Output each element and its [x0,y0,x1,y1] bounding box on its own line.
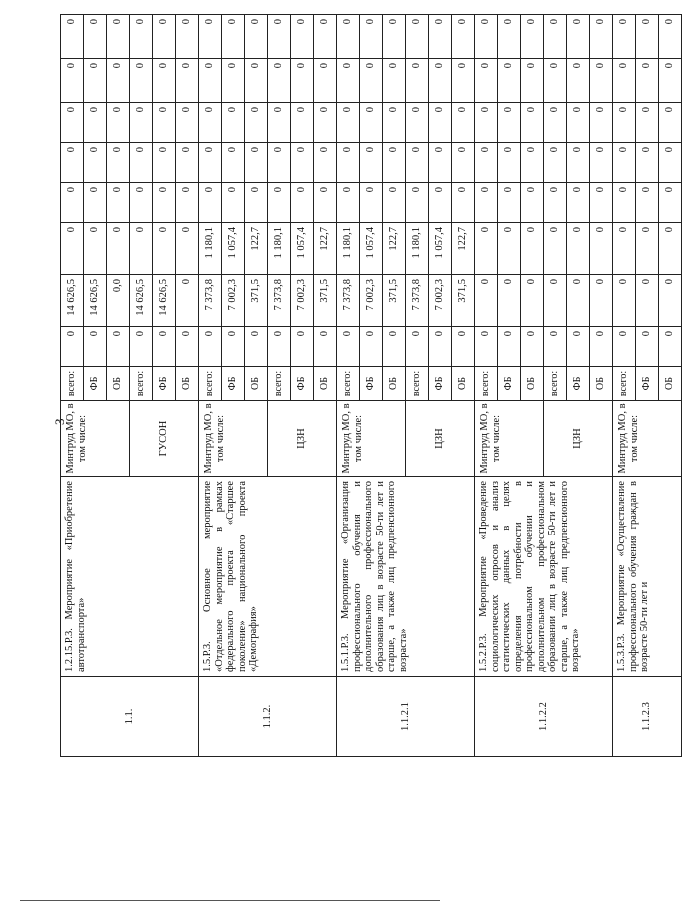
amount-cell: 0 [429,15,452,59]
amount-cell: 0 [590,327,613,367]
funding-source: ФБ [498,367,521,401]
amount-cell: 0 [268,183,291,223]
amount-cell: 0 [107,143,130,183]
amount-cell: 0 [130,143,153,183]
amount-cell: 0 [567,103,590,143]
amount-cell: 0 [567,327,590,367]
amount-cell: 0 [153,143,176,183]
amount-cell: 0 [61,59,84,103]
amount-cell: 0 [360,183,383,223]
amount-cell: 0 [452,327,475,367]
amount-cell: 0 [268,143,291,183]
amount-cell: 14 626,5 [61,275,84,327]
amount-cell: 0 [590,275,613,327]
amount-cell: 0 [199,183,222,223]
amount-cell: 0 [521,103,544,143]
executor-name: Минтруд МО, в том числе: [61,401,130,477]
amount-cell: 0 [337,327,360,367]
amount-cell: 0 [222,143,245,183]
amount-cell: 1 057,4 [291,223,314,275]
executor-name: ЦЗН [544,401,613,477]
amount-cell: 0 [383,183,406,223]
amount-cell: 0 [452,15,475,59]
amount-cell: 0 [245,183,268,223]
amount-cell: 0 [245,59,268,103]
amount-cell: 122,7 [314,223,337,275]
amount-cell: 0 [383,327,406,367]
funding-source: ОБ [176,367,199,401]
amount-cell: 122,7 [383,223,406,275]
amount-cell: 0 [222,103,245,143]
table-row [475,15,498,757]
amount-cell: 0 [498,143,521,183]
amount-cell: 0 [84,223,107,275]
amount-cell: 0 [245,103,268,143]
funding-source: всего: [199,367,222,401]
amount-cell: 0 [613,143,636,183]
amount-cell: 0 [544,223,567,275]
amount-cell: 0 [153,223,176,275]
amount-cell: 0 [176,275,199,327]
amount-cell: 0 [176,183,199,223]
amount-cell: 1 057,4 [429,223,452,275]
amount-cell: 0 [314,327,337,367]
amount-cell: 0 [107,103,130,143]
amount-cell: 0 [590,103,613,143]
amount-cell: 0 [544,183,567,223]
amount-cell: 0 [176,59,199,103]
amount-cell: 0 [544,15,567,59]
amount-cell: 0 [567,223,590,275]
funding-source: ФБ [567,367,590,401]
amount-cell: 0 [153,59,176,103]
amount-cell: 0 [521,327,544,367]
amount-cell: 7 373,8 [337,275,360,327]
funding-source: всего: [613,367,636,401]
amount-cell: 1 057,4 [222,223,245,275]
funding-source: ФБ [84,367,107,401]
amount-cell: 0 [84,183,107,223]
amount-cell: 0 [360,103,383,143]
amount-cell: 0 [406,183,429,223]
table-row [61,15,84,757]
amount-cell: 0 [498,59,521,103]
event-description: 1.5.3.Р.3. Мероприятие «Осуществление профессионального обучения граждан в возрасте 50-ти лет и [613,477,682,677]
funding-source: ФБ [222,367,245,401]
executor-name: Минтруд МО, в том числе: [475,401,544,477]
amount-cell: 14 626,5 [153,275,176,327]
amount-cell: 0 [590,143,613,183]
amount-cell: 0 [222,15,245,59]
row-number: 1.1. [61,677,199,757]
amount-cell: 0 [153,183,176,223]
table-row [337,15,360,757]
amount-cell: 0 [245,15,268,59]
amount-cell: 371,5 [452,275,475,327]
amount-cell: 0,0 [107,275,130,327]
amount-cell: 0 [521,275,544,327]
amount-cell: 0 [61,103,84,143]
amount-cell: 0 [590,15,613,59]
amount-cell: 0 [107,327,130,367]
amount-cell: 0 [613,327,636,367]
amount-cell: 0 [659,183,682,223]
amount-cell: 1 180,1 [199,223,222,275]
amount-cell: 0 [337,59,360,103]
amount-cell: 0 [475,15,498,59]
amount-cell: 0 [291,327,314,367]
amount-cell: 371,5 [245,275,268,327]
amount-cell: 0 [475,103,498,143]
amount-cell: 0 [498,327,521,367]
amount-cell: 0 [383,59,406,103]
amount-cell: 0 [130,183,153,223]
funding-source: ФБ [429,367,452,401]
event-description: 1.5.Р.3. Основное мероприятие «Отдельное мероприятие в рамках федерального проекта «Старшее поколение» национального проекта «Демография» [199,477,337,677]
event-description: 1.5.2.Р.3. Мероприятие «Проведение социологических опросов и анализ статистических данных в целях определения потребности в профессиональном обучении и дополнительном профессиональном образовании лиц в возрасте 50-ти лет и старше, а также лиц предпенсионного возраста» [475,477,613,677]
amount-cell: 0 [337,143,360,183]
amount-cell: 0 [475,223,498,275]
amount-cell: 0 [659,103,682,143]
amount-cell: 0 [475,327,498,367]
amount-cell: 0 [314,103,337,143]
amount-cell: 0 [84,327,107,367]
amount-cell: 0 [383,143,406,183]
amount-cell: 0 [590,223,613,275]
amount-cell: 7 002,3 [360,275,383,327]
amount-cell: 0 [153,103,176,143]
funding-source: ОБ [314,367,337,401]
amount-cell: 7 002,3 [429,275,452,327]
executor-name: Минтруд МО, в том числе: [337,401,406,477]
amount-cell: 0 [659,327,682,367]
funding-source: всего: [544,367,567,401]
amount-cell: 0 [199,143,222,183]
amount-cell: 0 [590,183,613,223]
amount-cell: 0 [636,103,659,143]
amount-cell: 14 626,5 [84,275,107,327]
amount-cell: 0 [360,327,383,367]
page-number: 3 [52,418,67,425]
amount-cell: 0 [613,59,636,103]
amount-cell: 0 [107,183,130,223]
amount-cell: 0 [636,15,659,59]
amount-cell: 0 [314,183,337,223]
amount-cell: 0 [360,15,383,59]
amount-cell: 14 626,5 [130,275,153,327]
amount-cell: 0 [360,143,383,183]
amount-cell: 0 [521,223,544,275]
amount-cell: 7 373,8 [199,275,222,327]
amount-cell: 0 [268,59,291,103]
amount-cell: 122,7 [245,223,268,275]
funding-source: ОБ [107,367,130,401]
amount-cell: 0 [475,183,498,223]
amount-cell: 0 [291,59,314,103]
row-number: 1.1.2.2 [475,677,613,757]
executor-name: ГУСОН [130,401,199,477]
funding-source: ОБ [590,367,613,401]
table-row [613,15,636,757]
amount-cell: 0 [406,103,429,143]
amount-cell: 371,5 [314,275,337,327]
amount-cell: 1 180,1 [268,223,291,275]
amount-cell: 0 [268,15,291,59]
amount-cell: 0 [61,223,84,275]
amount-cell: 0 [429,103,452,143]
amount-cell: 0 [544,59,567,103]
amount-cell: 0 [544,143,567,183]
amount-cell: 0 [429,183,452,223]
amount-cell: 0 [659,223,682,275]
amount-cell: 0 [176,223,199,275]
amount-cell: 1 180,1 [337,223,360,275]
amount-cell: 0 [291,15,314,59]
executor-name: ЦЗН [268,401,337,477]
event-description: 1.5.1.Р.3. Мероприятие «Организация профессионального обучения и дополнительного профессионального образования лиц в возрасте 50-ти лет и старше, а также лиц предпенсионного возраста» [337,477,475,677]
amount-cell: 0 [636,143,659,183]
amount-cell: 0 [245,327,268,367]
funding-source: всего: [406,367,429,401]
amount-cell: 0 [337,15,360,59]
executor-name: Минтруд МО, в том числе: [613,401,682,477]
amount-cell: 0 [613,223,636,275]
amount-cell: 0 [176,143,199,183]
footer-rule [20,900,440,901]
amount-cell: 0 [222,183,245,223]
amount-cell: 0 [314,15,337,59]
amount-cell: 0 [406,59,429,103]
amount-cell: 7 373,8 [268,275,291,327]
amount-cell: 0 [521,15,544,59]
amount-cell: 0 [567,183,590,223]
amount-cell: 0 [613,183,636,223]
funding-source: всего: [475,367,498,401]
rotated-table-wrapper [60,15,676,757]
funding-source: всего: [337,367,360,401]
amount-cell: 0 [291,143,314,183]
amount-cell: 0 [360,59,383,103]
amount-cell: 0 [245,143,268,183]
funding-source: ОБ [383,367,406,401]
amount-cell: 0 [176,15,199,59]
funding-source: всего: [61,367,84,401]
amount-cell: 0 [153,15,176,59]
funding-source: всего: [130,367,153,401]
executor-name: Минтруд МО, в том числе: [199,401,268,477]
amount-cell: 0 [590,59,613,103]
amount-cell: 0 [521,59,544,103]
amount-cell: 0 [544,275,567,327]
amount-cell: 0 [429,59,452,103]
amount-cell: 0 [567,143,590,183]
amount-cell: 0 [268,103,291,143]
amount-cell: 0 [383,103,406,143]
amount-cell: 0 [429,327,452,367]
row-number: 1.1.2.3 [613,677,682,757]
amount-cell: 0 [130,103,153,143]
amount-cell: 0 [406,15,429,59]
amount-cell: 0 [61,15,84,59]
amount-cell: 0 [130,59,153,103]
amount-cell: 0 [498,103,521,143]
funding-source: ФБ [291,367,314,401]
amount-cell: 0 [337,103,360,143]
amount-cell: 7 002,3 [291,275,314,327]
funding-source: ОБ [521,367,544,401]
amount-cell: 0 [84,15,107,59]
amount-cell: 0 [636,275,659,327]
amount-cell: 0 [498,183,521,223]
amount-cell: 0 [176,327,199,367]
funding-source: ОБ [245,367,268,401]
amount-cell: 0 [567,15,590,59]
amount-cell: 0 [659,275,682,327]
amount-cell: 0 [130,15,153,59]
amount-cell: 0 [636,223,659,275]
amount-cell: 0 [61,143,84,183]
amount-cell: 0 [475,275,498,327]
amount-cell: 0 [337,183,360,223]
amount-cell: 0 [199,59,222,103]
amount-cell: 0 [475,143,498,183]
amount-cell: 0 [222,327,245,367]
amount-cell: 0 [61,183,84,223]
amount-cell: 1 180,1 [406,223,429,275]
event-description: 1.2.15.Р.3. Мероприятие «Приобретение автотранспорта» [61,477,199,677]
funding-source: ОБ [452,367,475,401]
executor-name: ЦЗН [406,401,475,477]
funding-source: ОБ [659,367,682,401]
funding-source: ФБ [360,367,383,401]
amount-cell: 0 [452,183,475,223]
amount-cell: 0 [544,327,567,367]
amount-cell: 0 [199,103,222,143]
amount-cell: 0 [314,143,337,183]
amount-cell: 0 [84,103,107,143]
amount-cell: 0 [452,59,475,103]
amount-cell: 7 002,3 [222,275,245,327]
amount-cell: 0 [521,183,544,223]
amount-cell: 0 [498,223,521,275]
amount-cell: 0 [613,15,636,59]
amount-cell: 0 [176,103,199,143]
amount-cell: 0 [130,327,153,367]
amount-cell: 7 373,8 [406,275,429,327]
amount-cell: 0 [130,223,153,275]
amount-cell: 0 [222,59,245,103]
funding-source: всего: [268,367,291,401]
amount-cell: 0 [84,59,107,103]
amount-cell: 371,5 [383,275,406,327]
amount-cell: 0 [498,15,521,59]
amount-cell: 122,7 [452,223,475,275]
amount-cell: 0 [291,183,314,223]
amount-cell: 0 [406,327,429,367]
amount-cell: 0 [406,143,429,183]
amount-cell: 0 [107,59,130,103]
amount-cell: 0 [521,143,544,183]
amount-cell: 0 [544,103,567,143]
row-number: 1.1.2.1 [337,677,475,757]
amount-cell: 0 [475,59,498,103]
amount-cell: 0 [567,59,590,103]
amount-cell: 0 [636,183,659,223]
amount-cell: 0 [153,327,176,367]
amount-cell: 0 [613,103,636,143]
amount-cell: 0 [636,327,659,367]
row-number: 1.1.2. [199,677,337,757]
budget-table [60,14,682,757]
amount-cell: 0 [199,327,222,367]
funding-source: ФБ [636,367,659,401]
amount-cell: 0 [452,143,475,183]
amount-cell: 0 [268,327,291,367]
amount-cell: 0 [199,15,222,59]
document-table-area [60,15,676,757]
amount-cell: 0 [613,275,636,327]
funding-source: ФБ [153,367,176,401]
amount-cell: 0 [61,327,84,367]
amount-cell: 0 [636,59,659,103]
amount-cell: 0 [429,143,452,183]
table-row [199,15,222,757]
amount-cell: 0 [314,59,337,103]
amount-cell: 0 [107,15,130,59]
amount-cell: 0 [84,143,107,183]
amount-cell: 0 [107,223,130,275]
amount-cell: 0 [498,275,521,327]
amount-cell: 0 [452,103,475,143]
amount-cell: 0 [659,15,682,59]
amount-cell: 1 057,4 [360,223,383,275]
amount-cell: 0 [567,275,590,327]
amount-cell: 0 [291,103,314,143]
amount-cell: 0 [659,143,682,183]
amount-cell: 0 [383,15,406,59]
amount-cell: 0 [659,59,682,103]
